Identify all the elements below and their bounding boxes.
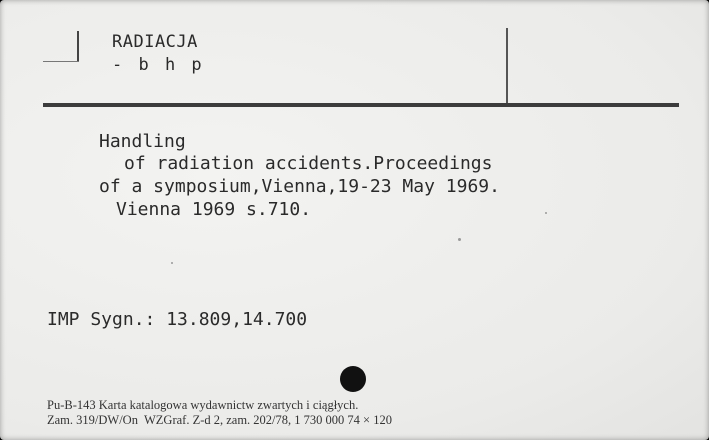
- call-number: IMP Sygn.: 13.809,14.700: [47, 309, 308, 330]
- paper-speck: [458, 238, 461, 241]
- header-divider-vertical-line: [506, 28, 508, 103]
- subject-subheading: - b h p: [112, 55, 205, 75]
- paper-speck: [171, 262, 173, 264]
- title-line-1: Handling: [99, 131, 186, 152]
- card-form-footer-line-2: Zam. 319/DW/On WZGraf. Z-d 2, zam. 202/78, 1 730 000 74 × 120: [47, 413, 392, 427]
- title-line-3: of a symposium,Vienna,19-23 May 1969.: [99, 176, 500, 197]
- corner-box-horizontal-line: [43, 61, 79, 62]
- card-form-footer-line-1: Pu-B-143 Karta katalogowa wydawnictw zwartych i ciągłych.: [47, 398, 359, 412]
- corner-box-vertical-line: [77, 31, 79, 61]
- paper-speck: [545, 212, 547, 214]
- subject-heading: RADIACJA: [112, 32, 198, 52]
- title-line-4: Vienna 1969 s.710.: [116, 199, 312, 220]
- punch-hole: [340, 366, 366, 392]
- header-rule: [43, 103, 679, 107]
- title-line-2: of radiation accidents.Proceedings: [124, 153, 493, 174]
